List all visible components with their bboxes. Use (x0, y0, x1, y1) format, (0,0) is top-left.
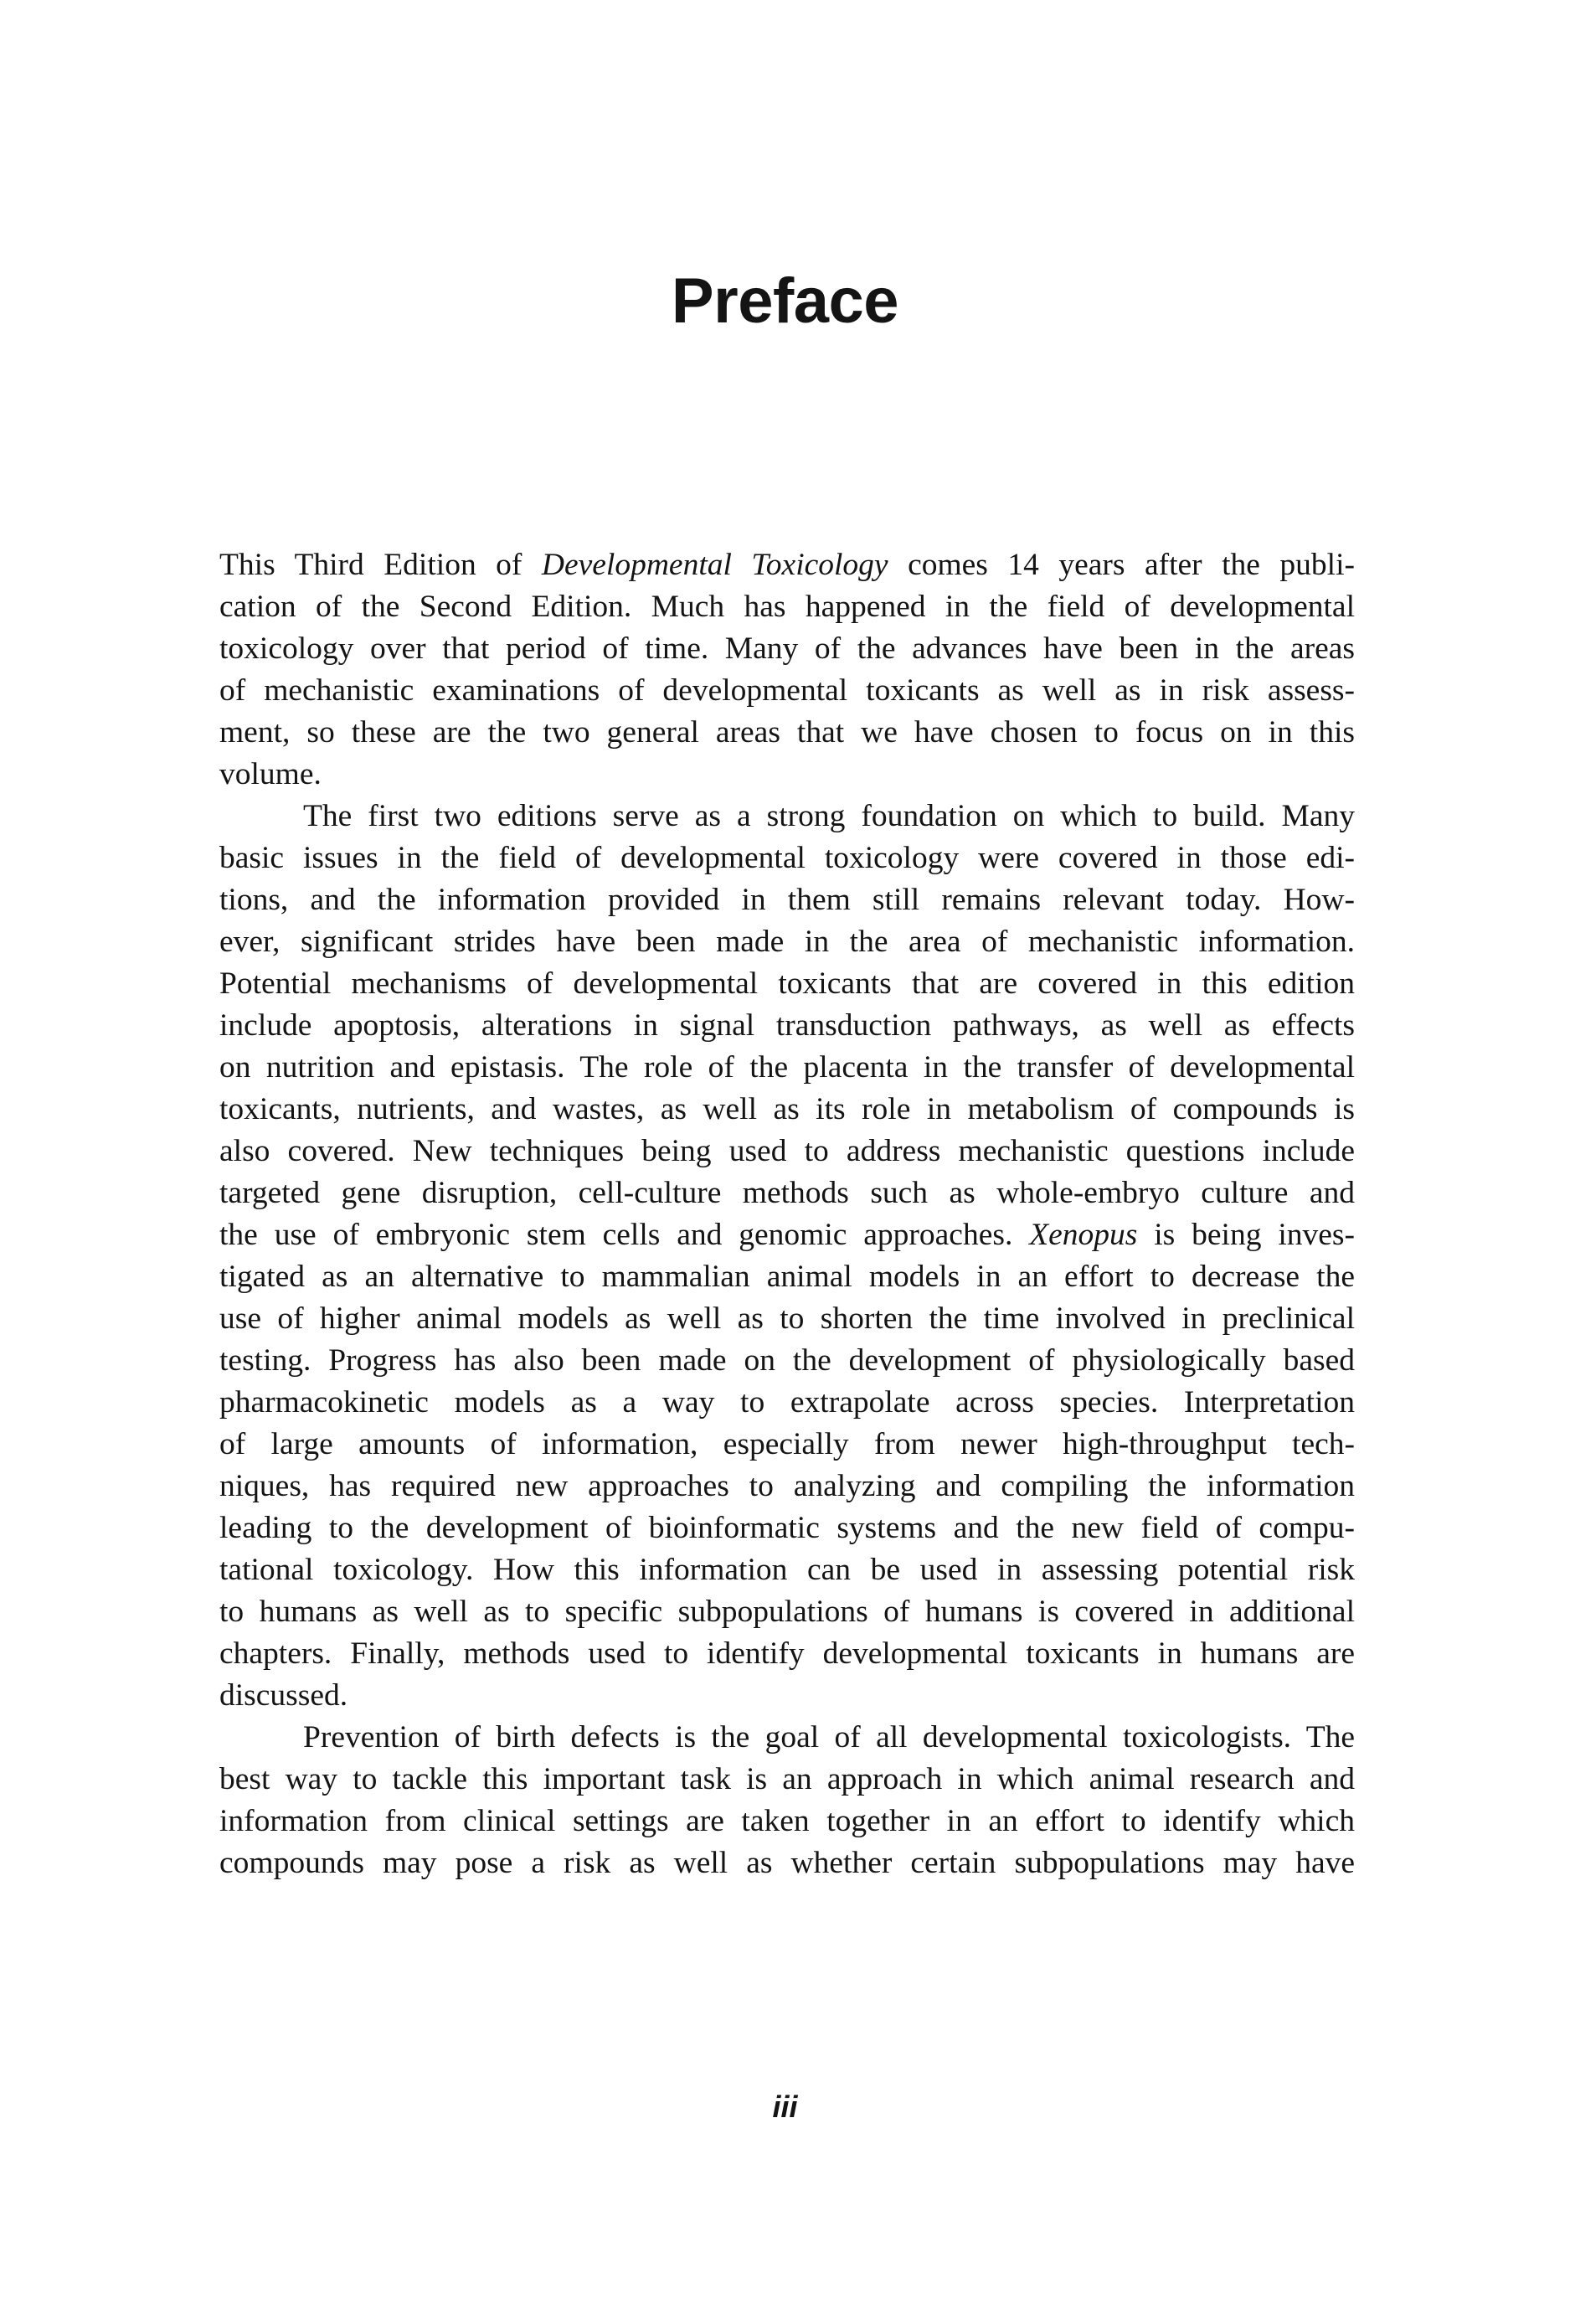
text-segment: volume. (219, 757, 322, 791)
text-segment: Prevention of birth defects is the goal of all developmental toxicologists. The (303, 1720, 1355, 1755)
text-segment: ment, so these are the two general areas that we have chosen to focus on in this (219, 715, 1355, 750)
text-line (219, 586, 1355, 628)
text-segment: discussed. (219, 1678, 348, 1713)
text-line (219, 1131, 1355, 1172)
text-segment: tational toxicology. How this information can be used in assessing potential risk (219, 1553, 1355, 1587)
text-line (219, 963, 1355, 1005)
italic-text: Xenopus (1029, 1218, 1138, 1252)
text-segment: the use of embryonic stem cells and genomic approaches. (219, 1218, 1030, 1252)
text-line (219, 1759, 1355, 1801)
text-segment: of large amounts of information, especially from newer high-throughput tech- (219, 1427, 1355, 1461)
text-line (219, 1256, 1355, 1298)
text-line (219, 1717, 1355, 1759)
text-line (219, 1382, 1355, 1424)
text-line (219, 544, 1355, 586)
text-segment: targeted gene disruption, cell-culture methods such as whole-embryo culture and (219, 1176, 1355, 1210)
text-segment: leading to the development of bioinformatic systems and the new field of compu- (219, 1511, 1355, 1545)
text-segment: testing. Progress has also been made on the development of physiologically based (219, 1343, 1355, 1378)
text-segment: use of higher animal models as well as to shorten the time involved in preclinical (219, 1301, 1355, 1336)
text-line (219, 1172, 1355, 1214)
text-segment: chapters. Finally, methods used to identify developmental toxicants in humans are (219, 1636, 1355, 1671)
text-segment: compounds may pose a risk as well as whether certain subpopulations may have (219, 1846, 1355, 1880)
text-segment: ever, significant strides have been made in the area of mechanistic information. (219, 925, 1355, 959)
text-line (219, 1047, 1355, 1089)
paragraph (219, 1717, 1355, 1884)
text-line (219, 1675, 1355, 1717)
text-segment: also covered. New techniques being used to address mechanistic questions include (219, 1134, 1355, 1168)
page-title: Preface (671, 265, 899, 337)
text-segment: to humans as well as to specific subpopulations of humans is covered in additional (219, 1595, 1355, 1629)
text-segment: of mechanistic examinations of developmental toxicants as well as in risk assess- (219, 673, 1355, 708)
text-segment: include apoptosis, alterations in signal transduction pathways, as well as effects (219, 1008, 1355, 1043)
text-segment: Potential mechanisms of developmental toxicants that are covered in this edition (219, 966, 1355, 1001)
italic-text: Developmental Toxicology (541, 548, 888, 582)
text-line (219, 1507, 1355, 1549)
text-line (219, 1424, 1355, 1466)
text-line (219, 628, 1355, 670)
text-segment: toxicology over that period of time. Many of the advances have been in the areas (219, 631, 1355, 666)
text-segment: pharmacokinetic models as a way to extrapolate across species. Interpretation (219, 1385, 1355, 1420)
text-segment: basic issues in the field of developmental toxicology were covered in those edi- (219, 841, 1355, 875)
text-line (219, 1005, 1355, 1047)
text-line (219, 1842, 1355, 1884)
text-segment: The first two editions serve as a strong foundation on which to build. Many (303, 799, 1355, 833)
text-line (219, 754, 1355, 796)
text-segment: comes 14 years after the publi- (888, 548, 1355, 582)
text-line (219, 1340, 1355, 1382)
text-line (219, 1466, 1355, 1507)
text-segment: tigated as an alternative to mammalian animal models in an effort to decrease the (219, 1260, 1355, 1294)
text-segment: on nutrition and epistasis. The role of the placenta in the transfer of developmental (219, 1050, 1355, 1085)
text-segment: tions, and the information provided in them still remains relevant today. How- (219, 883, 1355, 917)
text-line (219, 1549, 1355, 1591)
text-segment: information from clinical settings are taken together in an effort to identify which (219, 1804, 1355, 1838)
text-line (219, 1801, 1355, 1842)
text-line (219, 921, 1355, 963)
preface-body (219, 544, 1355, 1884)
paragraph (219, 544, 1355, 796)
text-segment: best way to tackle this important task is an approach in which animal research and (219, 1762, 1355, 1796)
text-line (219, 1298, 1355, 1340)
page-number: iii (772, 2090, 798, 2124)
text-segment: This Third Edition of (219, 548, 542, 582)
text-line (219, 1591, 1355, 1633)
text-line (219, 1214, 1355, 1256)
text-line (219, 670, 1355, 712)
text-line (219, 879, 1355, 921)
text-line (219, 837, 1355, 879)
text-line (219, 1633, 1355, 1675)
paragraph (219, 796, 1355, 1717)
text-line (219, 712, 1355, 754)
text-segment: cation of the Second Edition. Much has happened in the field of developmental (219, 590, 1355, 624)
text-line (219, 1089, 1355, 1131)
text-line (219, 796, 1355, 837)
text-segment: is being inves- (1137, 1218, 1355, 1252)
text-segment: toxicants, nutrients, and wastes, as well as its role in metabolism of compounds is (219, 1092, 1355, 1126)
text-segment: niques, has required new approaches to analyzing and compiling the information (219, 1469, 1355, 1503)
